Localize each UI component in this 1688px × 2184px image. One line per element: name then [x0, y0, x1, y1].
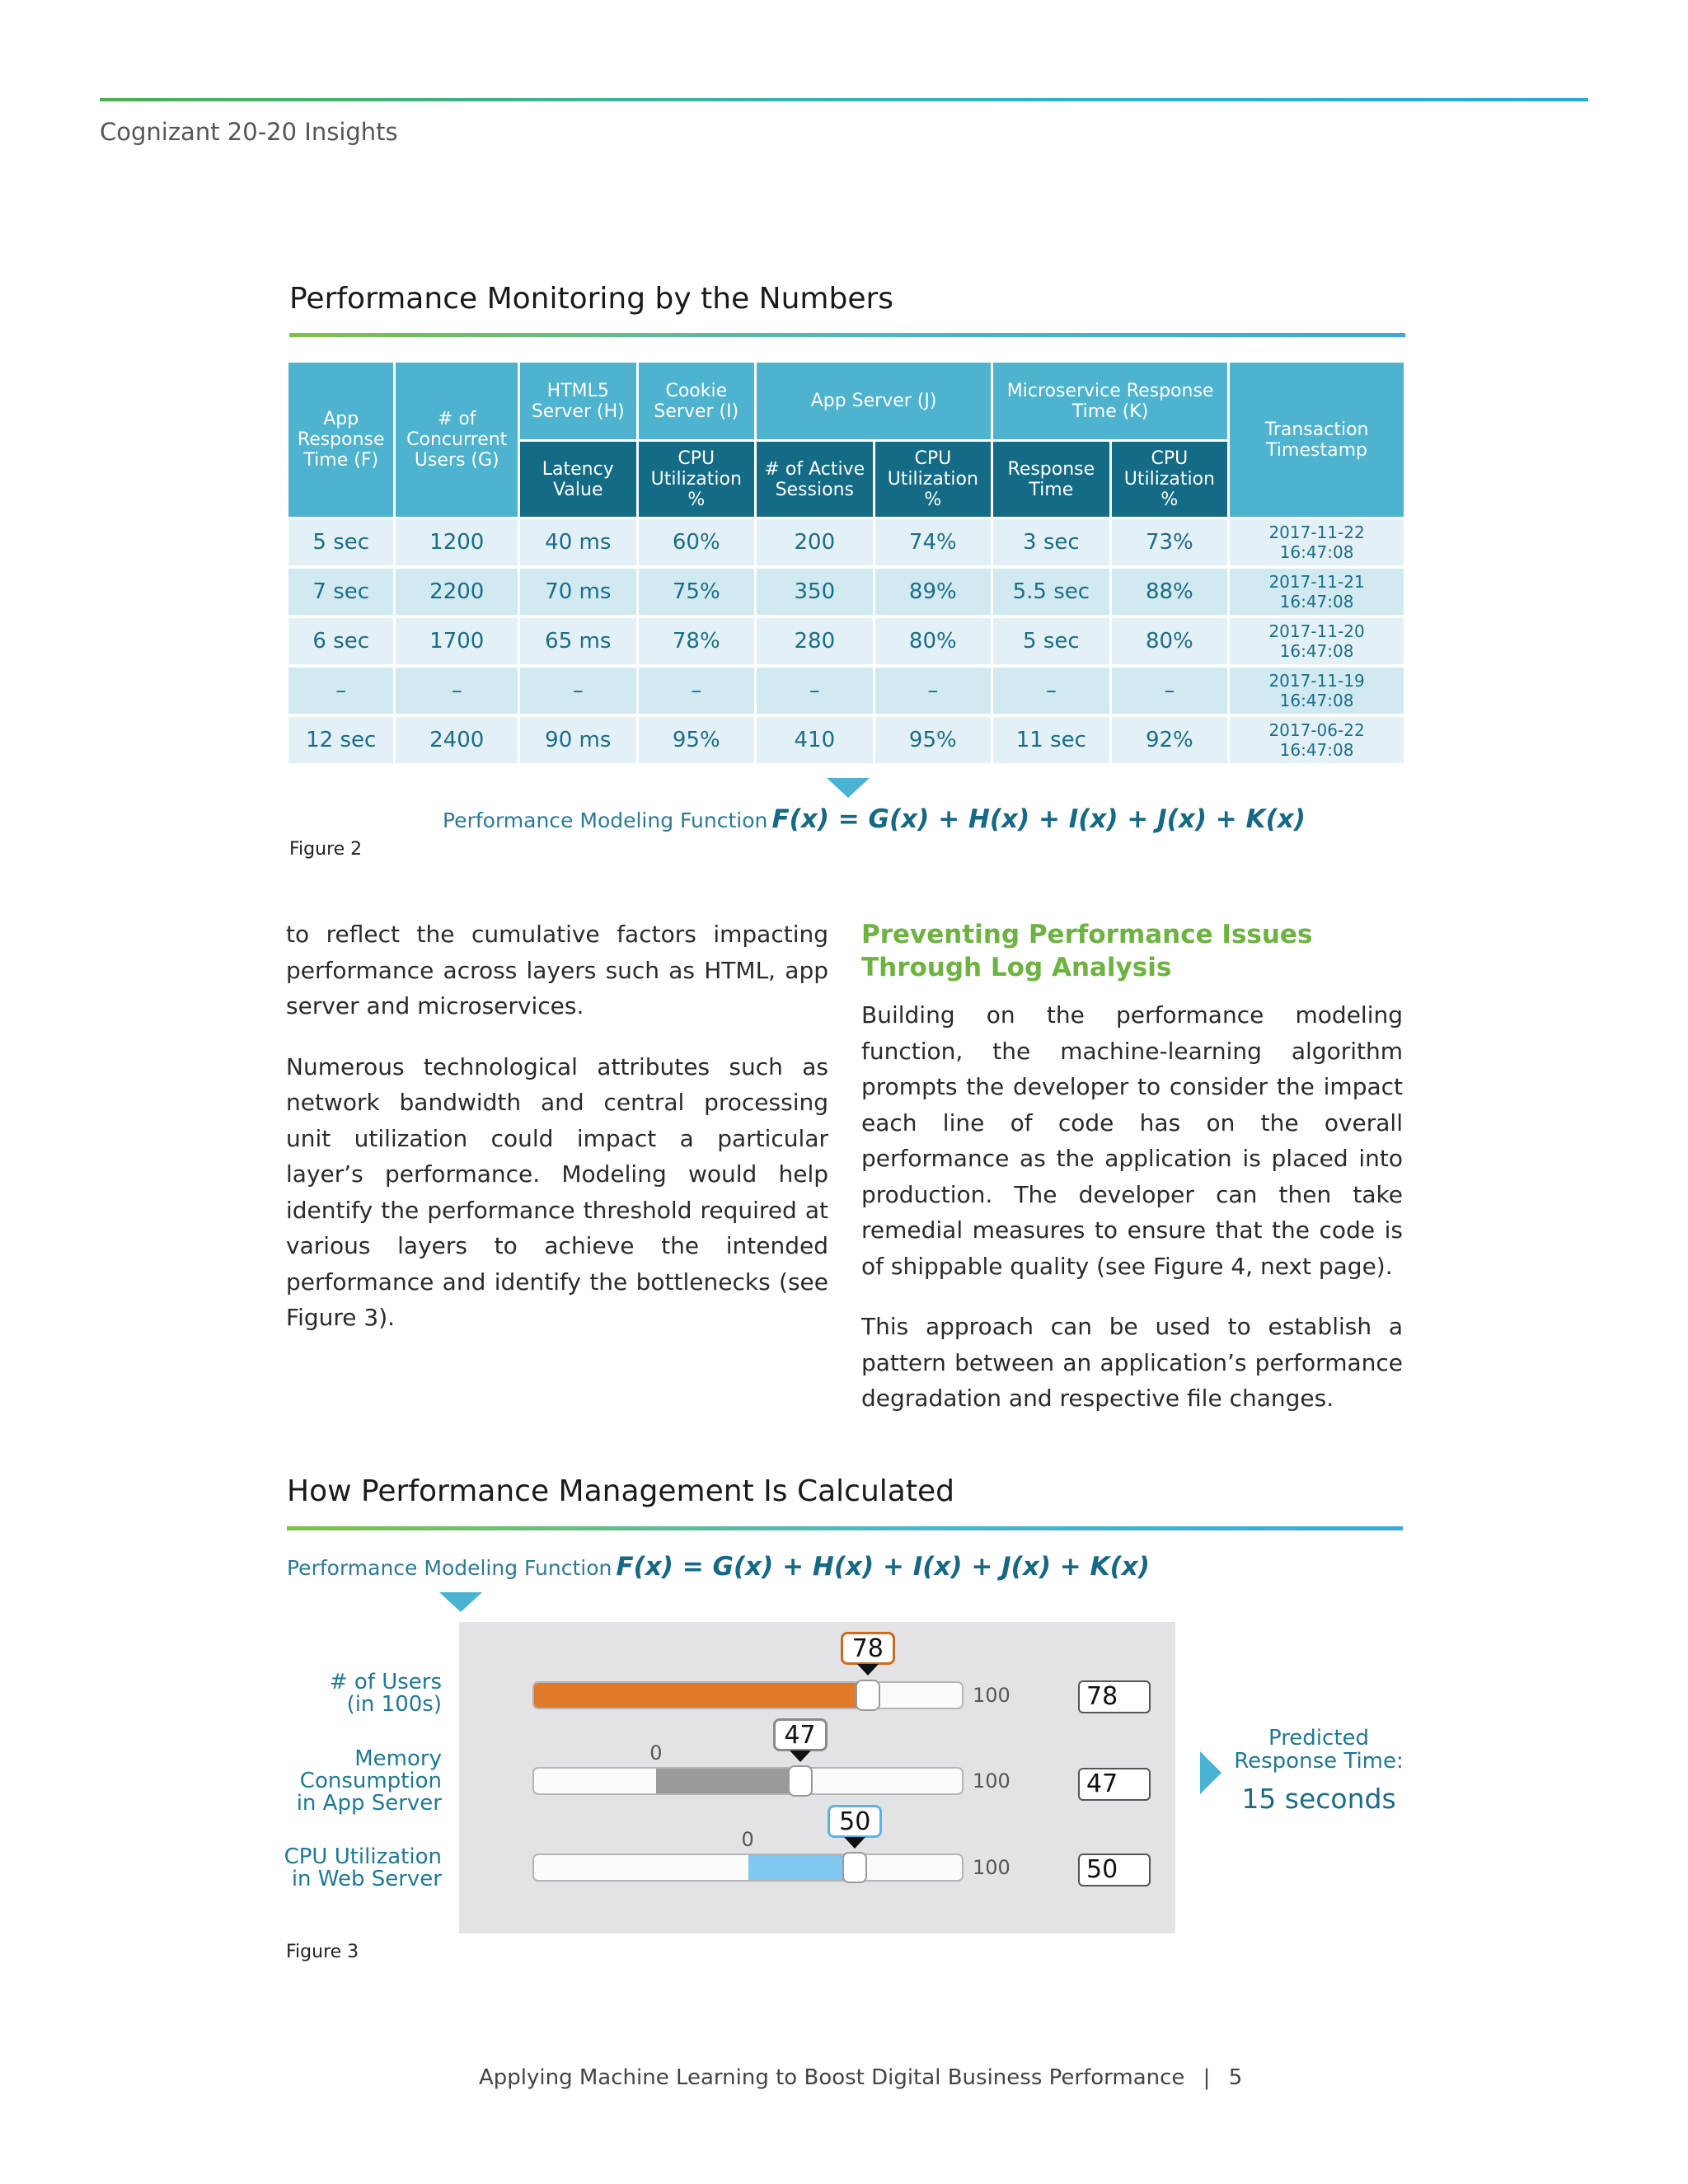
- section-heading-line: Preventing Performance Issues: [861, 920, 1313, 949]
- figure3-title: How Performance Management Is Calculated: [287, 1474, 954, 1508]
- value-input-users[interactable]: 78: [1078, 1680, 1151, 1713]
- col-header-f: App Response Time (F): [288, 363, 393, 519]
- right-arrow-icon: [1200, 1751, 1221, 1794]
- table-cell: 70 ms: [520, 569, 636, 618]
- table-cell: 1700: [396, 618, 518, 668]
- slider-handle[interactable]: [788, 1765, 813, 1797]
- slider-handle[interactable]: [856, 1680, 880, 1711]
- table-cell: 92%: [1112, 717, 1228, 766]
- footer: [479, 2065, 1242, 2090]
- table-cell: 350: [757, 569, 873, 618]
- figure2-title: Performance Monitoring by the Numbers: [289, 282, 894, 316]
- bubble-pointer: [790, 1750, 811, 1762]
- table-cell: 5 sec: [288, 519, 393, 569]
- prediction-label-line: Response Time:: [1234, 1749, 1404, 1774]
- function-label: Performance Modeling Function: [287, 1556, 612, 1580]
- table-cell: 5.5 sec: [993, 569, 1109, 618]
- label-line: CPU Utilization: [284, 1844, 442, 1869]
- table-cell: 410: [757, 717, 873, 766]
- value-input-memory[interactable]: 47: [1078, 1768, 1151, 1801]
- table-cell: 65 ms: [520, 618, 636, 668]
- table-cell: –: [288, 668, 393, 717]
- function-formula: F(x) = G(x) + H(x) + I(x) + J(x) + K(x): [771, 804, 1306, 834]
- table-cell: 95%: [875, 717, 992, 766]
- bubble-value: 47: [773, 1718, 828, 1751]
- table-cell: 95%: [639, 717, 755, 766]
- prediction-label-line: Predicted: [1268, 1726, 1370, 1750]
- figure2-function: [443, 804, 1306, 834]
- paragraph: to reflect the cumulative factors impacting performance across layers such as HTML, app server and microservices.: [286, 921, 828, 1019]
- label-line: in Web Server: [291, 1867, 442, 1891]
- header-rule: [100, 98, 1588, 101]
- subheader-k-cpu: CPU Utilization %: [1112, 442, 1228, 519]
- slider-fill: [534, 1683, 868, 1708]
- table-cell-timestamp: 2017-11-22 16:47:08: [1230, 519, 1404, 569]
- down-arrow-icon: [439, 1592, 482, 1612]
- slider-fill: [748, 1855, 856, 1880]
- table-cell: 75%: [639, 569, 755, 618]
- slider-value-bubble: [841, 1632, 895, 1675]
- col-header-g: # of Concurrent Users (G): [396, 363, 518, 519]
- right-column: [861, 918, 1403, 1441]
- label-line: # of Users: [329, 1670, 442, 1694]
- function-label: Performance Modeling Function: [443, 808, 768, 832]
- table-cell: 88%: [1112, 569, 1228, 618]
- table-cell: 5 sec: [993, 618, 1109, 668]
- table-cell: –: [396, 668, 518, 717]
- bubble-value: 50: [828, 1805, 882, 1838]
- table-cell-timestamp: 2017-06-22 16:47:08: [1230, 717, 1404, 766]
- table-cell: 3 sec: [993, 519, 1109, 569]
- slider-label-memory: [272, 1748, 442, 1815]
- section-heading-line: Through Log Analysis: [861, 953, 1172, 982]
- table-row: [288, 569, 1404, 618]
- label-line: in App Server: [296, 1791, 442, 1816]
- publication-name: Cognizant 20-20 Insights: [100, 118, 398, 146]
- label-line: (in 100s): [346, 1692, 442, 1717]
- figure3-function: [287, 1552, 1150, 1582]
- col-header-i: Cookie Server (I): [639, 363, 755, 442]
- slider-label-users: [272, 1671, 442, 1716]
- page-number: 5: [1228, 2065, 1243, 2090]
- value-input-cpu[interactable]: 50: [1078, 1854, 1151, 1886]
- table-cell: 73%: [1112, 519, 1228, 569]
- slider-max-label: 100: [973, 1856, 1010, 1879]
- table-cell: 80%: [1112, 618, 1228, 668]
- slider-zero-label: 0: [741, 1828, 754, 1851]
- bubble-value: 78: [841, 1632, 895, 1665]
- slider-handle[interactable]: [842, 1852, 867, 1883]
- slider-zero-label: 0: [649, 1741, 663, 1765]
- slider-track-users[interactable]: [532, 1681, 964, 1709]
- figure3-title-rule: [287, 1526, 1403, 1530]
- label-line: Consumption: [299, 1769, 442, 1793]
- table-cell: 6 sec: [288, 618, 393, 668]
- table-cell: 2400: [396, 717, 518, 766]
- table-cell: 60%: [639, 519, 755, 569]
- table-cell: –: [993, 668, 1109, 717]
- table-cell: –: [520, 668, 636, 717]
- function-formula: F(x) = G(x) + H(x) + I(x) + J(x) + K(x): [616, 1552, 1150, 1582]
- bubble-pointer: [857, 1664, 879, 1675]
- table-cell-timestamp: 2017-11-21 16:47:08: [1230, 569, 1404, 618]
- table-cell: 12 sec: [288, 717, 393, 766]
- slider-label-cpu: [272, 1846, 442, 1891]
- slider-max-label: 100: [973, 1769, 1010, 1793]
- table-cell: 89%: [875, 569, 992, 618]
- performance-table: [286, 363, 1406, 766]
- table-cell: 7 sec: [288, 569, 393, 618]
- subheader-h-latency: Latency Value: [520, 442, 636, 519]
- figure3-label: Figure 3: [286, 1942, 359, 1962]
- table-cell: 2200: [396, 569, 518, 618]
- paragraph: This approach can be used to establish a pattern between an application’s performance degradation and respective file changes.: [861, 1313, 1403, 1412]
- col-header-j: App Server (J): [757, 363, 991, 442]
- table-cell: 74%: [875, 519, 992, 569]
- table-cell: 11 sec: [993, 717, 1109, 766]
- figure2-label: Figure 2: [289, 839, 363, 860]
- table-cell: –: [1112, 668, 1228, 717]
- table-cell: –: [757, 668, 873, 717]
- table-cell: 90 ms: [520, 717, 636, 766]
- table-row: [288, 618, 1404, 668]
- table-cell: –: [875, 668, 992, 717]
- table-cell: 200: [757, 519, 873, 569]
- prediction-box: [1228, 1727, 1409, 1815]
- subheader-j-sessions: # of Active Sessions: [757, 442, 873, 519]
- slider-fill: [656, 1769, 799, 1793]
- table-cell-timestamp: 2017-11-20 16:47:08: [1230, 618, 1404, 668]
- table-row: [288, 668, 1404, 717]
- col-header-h: HTML5 Server (H): [520, 363, 636, 442]
- footer-separator: |: [1203, 2065, 1211, 2090]
- table-cell: 80%: [875, 618, 992, 668]
- section-heading: [861, 918, 1403, 984]
- table-cell: –: [639, 668, 755, 717]
- subheader-i-cpu: CPU Utilization %: [639, 442, 755, 519]
- col-header-k: Microservice Response Time (K): [993, 363, 1227, 442]
- table-cell: 40 ms: [520, 519, 636, 569]
- slider-track-cpu[interactable]: [532, 1854, 964, 1882]
- table-row: [288, 717, 1404, 766]
- slider-track-memory[interactable]: [532, 1767, 964, 1795]
- table-row: [288, 519, 1404, 569]
- subheader-k-response: Response Time: [993, 442, 1109, 519]
- paragraph: Building on the performance modeling function, the machine-learning algorithm prompts the developer to consider the impact each line of code has on the overall performance as the application is placed into production. The developer can then take remedial measures to ensure that the code is of shippable quality (see Figure 4, next page).: [861, 1001, 1403, 1280]
- table-cell-timestamp: 2017-11-19 16:47:08: [1230, 668, 1404, 717]
- bubble-pointer: [844, 1837, 865, 1849]
- figure2-title-rule: [289, 333, 1405, 337]
- table-cell: 1200: [396, 519, 518, 569]
- paragraph: Numerous technological attributes such as network bandwidth and central processing unit utilization could impact a particular layer’s performance. Modeling would help identify the performance threshold required at various layers to achieve the intended performance and identify the bottlenecks (see Figure 3).: [286, 1052, 828, 1331]
- table-cell: 280: [757, 618, 873, 668]
- col-header-timestamp: Transaction Timestamp: [1230, 363, 1404, 519]
- table-cell: 78%: [639, 618, 755, 668]
- slider-max-label: 100: [973, 1684, 1010, 1707]
- label-line: Memory: [354, 1746, 442, 1771]
- subheader-j-cpu: CPU Utilization %: [875, 442, 992, 519]
- down-arrow-icon: [827, 778, 870, 798]
- prediction-value: 15 seconds: [1241, 1783, 1396, 1815]
- left-column: [286, 916, 828, 1361]
- footer-title: Applying Machine Learning to Boost Digital Business Performance: [479, 2065, 1185, 2090]
- slider-value-bubble: [828, 1805, 882, 1849]
- slider-value-bubble: [773, 1718, 828, 1762]
